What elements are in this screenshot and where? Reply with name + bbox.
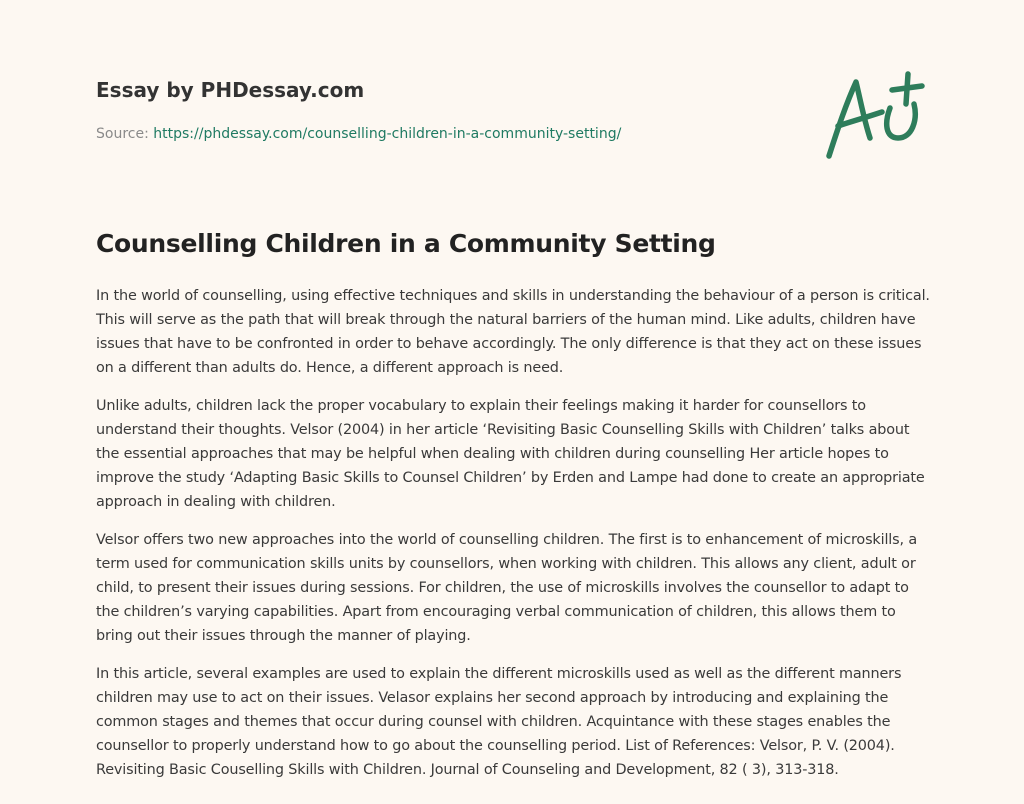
essay-paragraph: In this article, several examples are used to explain the different microskills used as well as the different manners children may use to act on their issues. Velasor explains her second approach by introducing and explaining the common stages and themes that occur during counsel with children. Acquintance with these stages enables the counsellor to properly understand how to go about the counselling period. List of References: Velsor, P. V. (2004). Revisiting Basic Couselling Skills with Children. Journal of Counseling and Development, 82 ( 3), 313-318. xyxy=(96,666,902,778)
source-link[interactable]: https://phdessay.com/counselling-children-in-a-community-setting/ xyxy=(153,126,622,142)
essay-paragraph: In the world of counselling, using effective techniques and skills in understanding the behaviour of a person is critical. This will serve as the path that will break through the natural barriers of the human mind. Like adults, children have issues that have to be confronted in order to behave accordingly. The only difference is that they act on these issues on a different than adults do. Hence, a different approach is need. xyxy=(96,288,930,376)
essay-paragraph: Unlike adults, children lack the proper vocabulary to explain their feelings making it harder for counsellors to understand their thoughts. Velsor (2004) in her article ‘Revisiting Basic Counselling Skills with Children’ talks about the essential approaches that may be helpful when dealing with children during counselling Her article hopes to improve the study ‘Adapting Basic Skills to Counsel Children’ by Erden and Lampe had done to create an appropriate approach in dealing with children. xyxy=(96,398,925,510)
a-plus-logo-svg xyxy=(820,68,930,164)
source-label: Source: xyxy=(96,126,154,142)
page-header xyxy=(96,76,796,144)
essay-title: Counselling Children in a Community Setting xyxy=(96,229,716,258)
essay-body xyxy=(96,284,932,796)
source-line xyxy=(96,124,796,144)
site-title: Essay by PHDessay.com xyxy=(96,78,365,102)
essay-paragraph: Velsor offers two new approaches into the world of counselling children. The first is to enhancement of microskills, a term used for communication skills units by counsellors, when working with children. This allows any client, adult or child, to present their issues during sessions. For children, the use of microskills involves the counsellor to adapt to the children’s varying capabilities. Apart from encouraging verbal communication of children, this allows them to bring out their issues through the manner of playing. xyxy=(96,532,918,644)
a-plus-grade-icon xyxy=(820,68,930,164)
